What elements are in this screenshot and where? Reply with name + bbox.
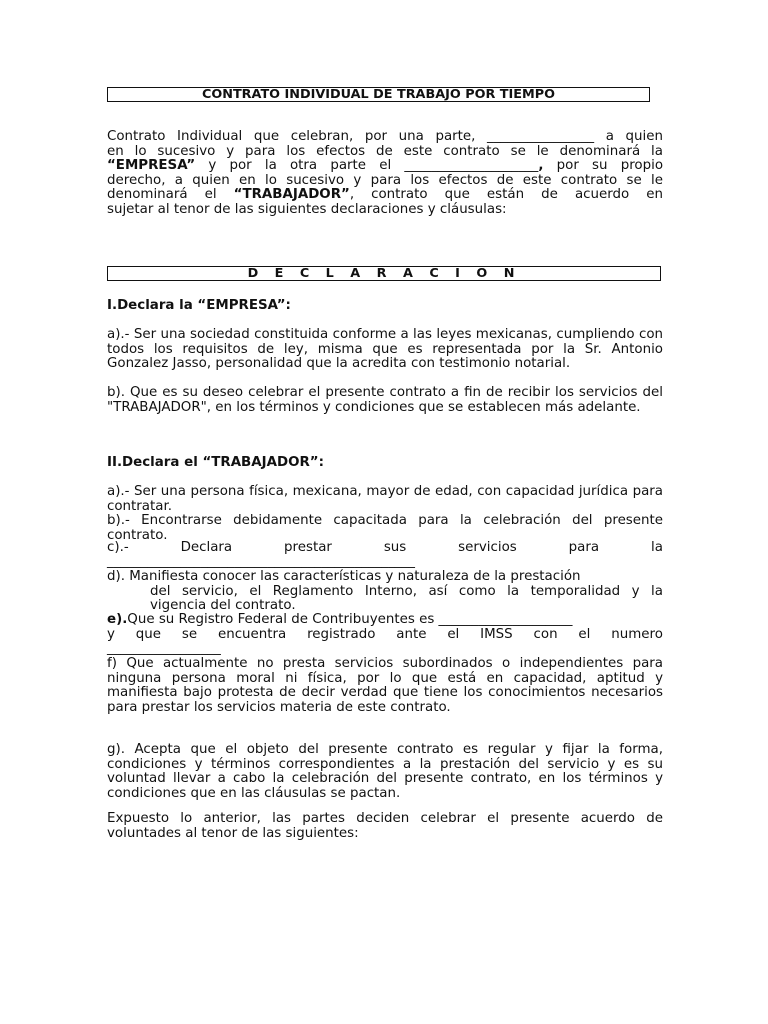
item-c-blank: ______________________________________________ <box>107 554 415 569</box>
intro-line-4: derecho, a quien en lo sucesivo y para los efectos de este contrato se le <box>107 172 663 188</box>
section-2-heading: II.Declara el “TRABAJADOR”: <box>107 455 324 470</box>
item-e-blank: _________________ <box>107 641 221 656</box>
section-1-item-a: a).- Ser una sociedad constituida conforme a las leyes mexicanas, cumpliendo con todos los requisitos de ley, misma que es representada por la Sr. Antonio Gonzalez Jasso, personalidad que la acredita con testimonio notarial. <box>107 327 663 372</box>
section-2-item-a: a).- Ser una persona física, mexicana, mayor de edad, con capacidad jurídica para contratar. <box>107 484 663 514</box>
item-e-word: con <box>533 627 558 642</box>
intro-line-3-comma: , <box>538 158 544 174</box>
item-c-word: servicios <box>458 540 517 555</box>
item-d-first-line: d). Manifiesta conocer las características y naturaleza de la prestación <box>107 569 581 584</box>
item-e-word: IMSS <box>480 627 513 642</box>
item-e-word: y <box>107 627 115 642</box>
item-c-word: para <box>568 540 600 555</box>
intro-line-3-end: por su propio <box>543 158 664 174</box>
intro-line-3 <box>107 159 663 174</box>
item-c-word: prestar <box>284 540 332 555</box>
item-e-word: se <box>181 627 198 642</box>
section-2-item-g: g). Acepta que el objeto del presente contrato es regular y fijar la forma, condiciones y términos correspondientes a la prestación del servicio y es su voluntad llevar a cabo la celebración del presente contrato, en los términos y condiciones que en las cláusulas se pactan. <box>107 742 663 801</box>
section-2-item-e <box>107 613 663 628</box>
item-c-word: sus <box>383 540 407 555</box>
item-c-word: c).- <box>107 540 129 555</box>
item-e-word: el <box>447 627 460 642</box>
intro-line-5 <box>107 188 663 203</box>
item-c-word: Declara <box>180 540 233 555</box>
intro-line-6: sujetar al tenor de las siguientes declaraciones y cláusulas: <box>107 201 507 217</box>
section-2-item-f: f) Que actualmente no presta servicios subordinados o independientes para ninguna persona moral ni física, por lo que está en capacidad, aptitud y manifiesta bajo protesta de decir verdad que tiene los conocimientos necesarios para prestar los servicios materia de este contrato. <box>107 656 663 715</box>
item-e-word: que <box>135 627 162 642</box>
item-e-text: Que su Registro Federal de Contribuyentes es ____________________ <box>127 612 573 627</box>
section-1-item-b: b). Que es su deseo celebrar el presente contrato a fin de recibir los servicios del "TRABAJADOR", en los términos y condiciones que se establecen más adelante. <box>107 385 663 415</box>
contract-title: CONTRATO INDIVIDUAL DE TRABAJO POR TIEMPO <box>107 87 650 102</box>
item-e-word: encuentra <box>217 627 287 642</box>
intro-line-5-b: , contrato que están de acuerdo en <box>349 187 663 203</box>
intro-line-2: en lo sucesivo y para los efectos de este contrato se le denominará la <box>107 143 663 159</box>
item-e-word: numero <box>611 627 663 642</box>
section-2-item-d <box>107 570 663 614</box>
section-2-item-b: b).- Encontrarse debidamente capacitada para la celebración del presente contrato. <box>107 513 663 543</box>
empresa-label: “EMPRESA” <box>107 158 196 174</box>
item-d-line-3: vigencia del contrato. <box>150 598 296 614</box>
item-c-word: la <box>650 540 663 555</box>
item-e-word: el <box>578 627 591 642</box>
intro-paragraph <box>107 130 663 218</box>
intro-line-3-text: y por la otra parte el ____________________ <box>195 158 539 174</box>
closing-paragraph: Expuesto lo anterior, las partes deciden celebrar el presente acuerdo de voluntades al tenor de las siguientes: <box>107 811 663 841</box>
item-d-line-2: del servicio, el Reglamento Interno, así como la temporalidad y la <box>150 583 663 599</box>
trabajador-label: “TRABAJADOR” <box>233 187 350 203</box>
item-e-label: e). <box>107 612 128 627</box>
section-1-heading: I.Declara la “EMPRESA”: <box>107 298 291 313</box>
intro-line-1: Contrato Individual que celebran, por una parte, ________________ a quien <box>107 129 663 144</box>
item-e-word: registrado <box>307 627 376 642</box>
declaracion-heading: D E C L A R A C I O N <box>107 266 661 281</box>
intro-line-5-a: denominará el <box>107 187 234 203</box>
item-e-word: ante <box>396 627 427 642</box>
